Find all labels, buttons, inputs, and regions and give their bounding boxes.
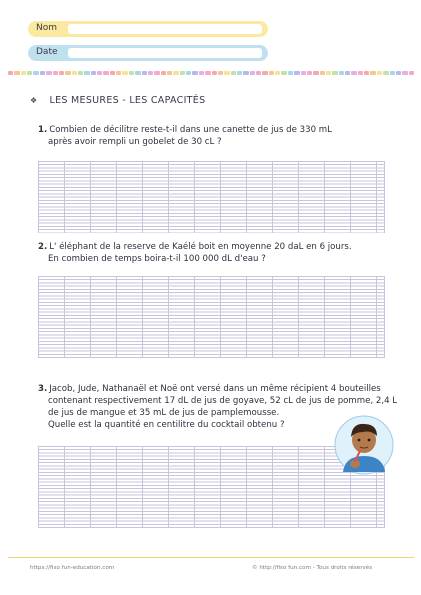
date-field[interactable] — [28, 45, 268, 61]
stripe-segment — [110, 71, 115, 75]
stripe-segment — [275, 71, 280, 75]
section-title — [30, 95, 205, 106]
footer-copyright: © http://fiso fun.com - Tous droits réservés — [252, 565, 373, 571]
stripe-segment — [59, 71, 64, 75]
stripe-segment — [231, 71, 236, 75]
stripe-segment — [396, 71, 401, 75]
stripe-segment — [173, 71, 178, 75]
stripe-segment — [27, 71, 32, 75]
stripe-segment — [262, 71, 267, 75]
color-stripe — [8, 71, 414, 75]
stripe-segment — [307, 71, 312, 75]
question-1 — [38, 124, 332, 148]
stripe-segment — [269, 71, 274, 75]
stripe-segment — [21, 71, 26, 75]
stripe-segment — [40, 71, 45, 75]
stripe-segment — [46, 71, 51, 75]
stripe-segment — [313, 71, 318, 75]
stripe-segment — [288, 71, 293, 75]
section-title-text: LES MESURES - LES CAPACITÉS — [49, 95, 206, 106]
stripe-segment — [148, 71, 153, 75]
diamond-bullet-icon: ❖ — [30, 96, 38, 105]
stripe-segment — [142, 71, 147, 75]
stripe-segment — [409, 71, 414, 75]
stripe-segment — [294, 71, 299, 75]
stripe-segment — [186, 71, 191, 75]
stripe-segment — [224, 71, 229, 75]
stripe-segment — [65, 71, 70, 75]
stripe-segment — [33, 71, 38, 75]
date-input-box[interactable] — [68, 48, 262, 58]
footer-divider — [8, 557, 414, 558]
stripe-segment — [91, 71, 96, 75]
stripe-segment — [301, 71, 306, 75]
stripe-segment — [167, 71, 172, 75]
stripe-segment — [218, 71, 223, 75]
stripe-segment — [237, 71, 242, 75]
stripe-segment — [250, 71, 255, 75]
stripe-segment — [364, 71, 369, 75]
question-text-line: après avoir rempli un gobelet de 30 cL ? — [48, 137, 222, 147]
stripe-segment — [345, 71, 350, 75]
stripe-segment — [281, 71, 286, 75]
stripe-segment — [358, 71, 363, 75]
stripe-segment — [351, 71, 356, 75]
name-field[interactable] — [28, 21, 268, 37]
stripe-segment — [256, 71, 261, 75]
stripe-segment — [78, 71, 83, 75]
name-input-box[interactable] — [68, 24, 262, 34]
stripe-segment — [205, 71, 210, 75]
stripe-segment — [320, 71, 325, 75]
question-number: 3. — [38, 384, 48, 394]
stripe-segment — [212, 71, 217, 75]
stripe-segment — [122, 71, 127, 75]
question-text-line: Combien de décilitre reste-t-il dans une canette de jus de 330 mL — [49, 125, 332, 135]
question-text-line: En combien de temps boira-t-il 100 000 dL d'eau ? — [48, 254, 266, 264]
stripe-segment — [339, 71, 344, 75]
question-number: 2. — [38, 242, 48, 252]
stripe-segment — [332, 71, 337, 75]
stripe-segment — [180, 71, 185, 75]
stripe-segment — [402, 71, 407, 75]
stripe-segment — [116, 71, 121, 75]
question-text-line: Jacob, Jude, Nathanaël et Noë ont versé dans un même récipient 4 bouteilles — [49, 384, 381, 394]
stripe-segment — [243, 71, 248, 75]
question-text-line: de jus de mangue et 35 mL de jus de pamplemousse. — [48, 408, 280, 418]
stripe-segment — [199, 71, 204, 75]
footer-left-link[interactable]: https://fiso fun-education.com — [30, 565, 115, 571]
name-label: Nom — [36, 23, 58, 33]
question-text-line: contenant respectivement 17 dL de jus de goyave, 52 cL de jus de pomme, 2,4 L — [48, 396, 398, 406]
stripe-segment — [129, 71, 134, 75]
stripe-segment — [72, 71, 77, 75]
stripe-segment — [84, 71, 89, 75]
stripe-segment — [97, 71, 102, 75]
question-number: 1. — [38, 125, 48, 135]
date-label: Date — [36, 47, 58, 57]
stripe-segment — [370, 71, 375, 75]
answer-grid-1[interactable] — [38, 161, 385, 233]
question-text-line: Quelle est la quantité en centilitre du cocktail obtenu ? — [48, 420, 285, 430]
answer-grid-2[interactable] — [38, 276, 385, 358]
stripe-segment — [390, 71, 395, 75]
stripe-segment — [14, 71, 19, 75]
stripe-segment — [383, 71, 388, 75]
thinking-boy-illustration — [333, 414, 395, 476]
stripe-segment — [192, 71, 197, 75]
stripe-segment — [8, 71, 13, 75]
question-2 — [38, 241, 352, 265]
question-text-line: L' éléphant de la reserve de Kaélé boit en moyenne 20 daL en 6 jours. — [49, 242, 352, 252]
stripe-segment — [53, 71, 58, 75]
stripe-segment — [326, 71, 331, 75]
stripe-segment — [161, 71, 166, 75]
stripe-segment — [103, 71, 108, 75]
stripe-segment — [135, 71, 140, 75]
stripe-segment — [154, 71, 159, 75]
stripe-segment — [377, 71, 382, 75]
